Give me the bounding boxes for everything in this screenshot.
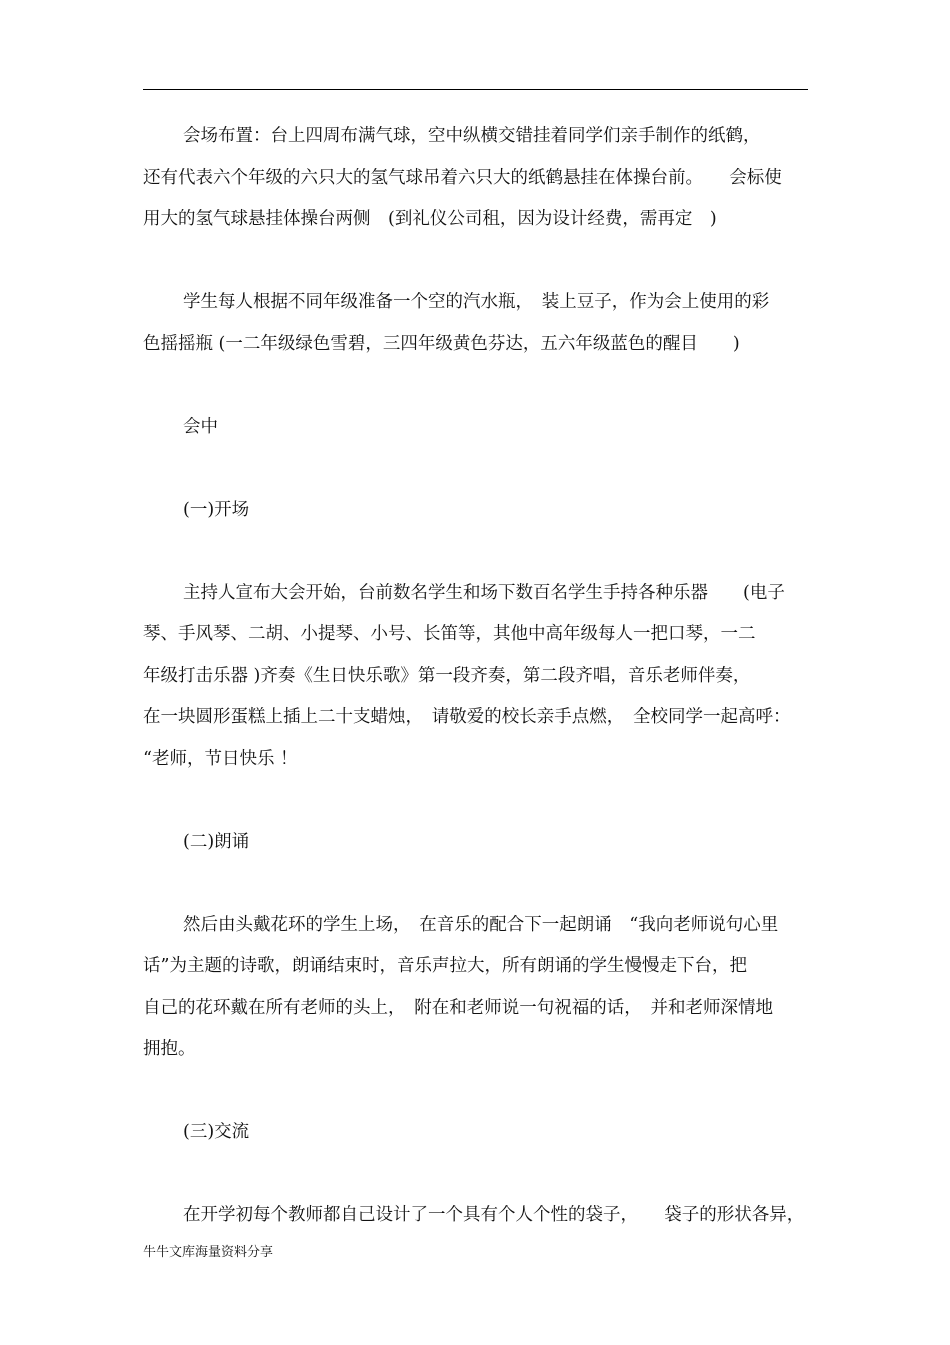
paragraph-shaker-bottles <box>143 282 813 365</box>
text-line: 色摇摇瓶 (一二年级绿色雪碧，三四年级黄色芬达，五六年级蓝色的醒目 ) <box>143 333 740 354</box>
header-rule <box>143 89 808 90</box>
text-line: 学生每人根据不同年级准备一个空的汽水瓶， 装上豆子，作为会上使用的彩 <box>183 292 770 312</box>
text-line: 拥抱。 <box>143 1039 196 1059</box>
text-line: 琴、手风琴、二胡、小提琴、小号、长笛等，其他中高年级每人一把口琴，一二 <box>143 624 756 644</box>
text-line: 自己的花环戴在所有老师的头上， 附在和老师说一句祝福的话， 并和老师深情地 <box>143 997 773 1018</box>
text-line: 用大的氢气球悬挂体操台两侧 (到礼仪公司租，因为设计经费，需再定 ) <box>143 209 717 229</box>
text-line: 主持人宣布大会开始，台前数名学生和场下数百名学生手持各种乐器 (电子 <box>183 582 785 603</box>
text-line: 然后由头戴花环的学生上场， 在音乐的配合下一起朗诵 “我向老师说句心里 <box>183 914 779 935</box>
paragraph-venue-layout <box>143 116 813 241</box>
text-line: 会场布置：台上四周布满气球，空中纵横交错挂着同学们亲手制作的纸鹤， <box>183 126 761 146</box>
section-heading-huizhong: 会中 <box>183 416 218 437</box>
section-heading-exchange: (三)交流 <box>183 1122 250 1142</box>
text-line: 在一块圆形蛋糕上插上二十支蜡烛， 请敬爱的校长亲手点燃， 全校同学一起高呼： <box>143 707 791 727</box>
section-heading-opening: (一)开场 <box>183 499 250 520</box>
text-line: “老师，节日快乐 ！ <box>143 748 298 769</box>
text-line: 在开学初每个教师都自己设计了一个具有个人个性的袋子， 袋子的形状各异， <box>183 1205 805 1225</box>
section-heading-recitation: (二)朗诵 <box>183 831 250 852</box>
page-footer: 牛牛文库海量资料分享 <box>143 1245 274 1260</box>
text-line: 话”为主题的诗歌，朗诵结束时，音乐声拉大，所有朗诵的学生慢慢走下台，把 <box>143 956 747 976</box>
paragraph-exchange <box>143 1195 813 1237</box>
text-line: 还有代表六个年级的六只大的氢气球吊着六只大的纸鹤悬挂在体操台前。 会标使 <box>143 167 782 188</box>
document-body <box>143 116 813 1278</box>
text-line: 年级打击乐器 )齐奏《生日快乐歌》第一段齐奏，第二段齐唱，音乐老师伴奏， <box>143 665 751 686</box>
paragraph-opening <box>143 573 813 781</box>
paragraph-recitation <box>143 905 813 1071</box>
